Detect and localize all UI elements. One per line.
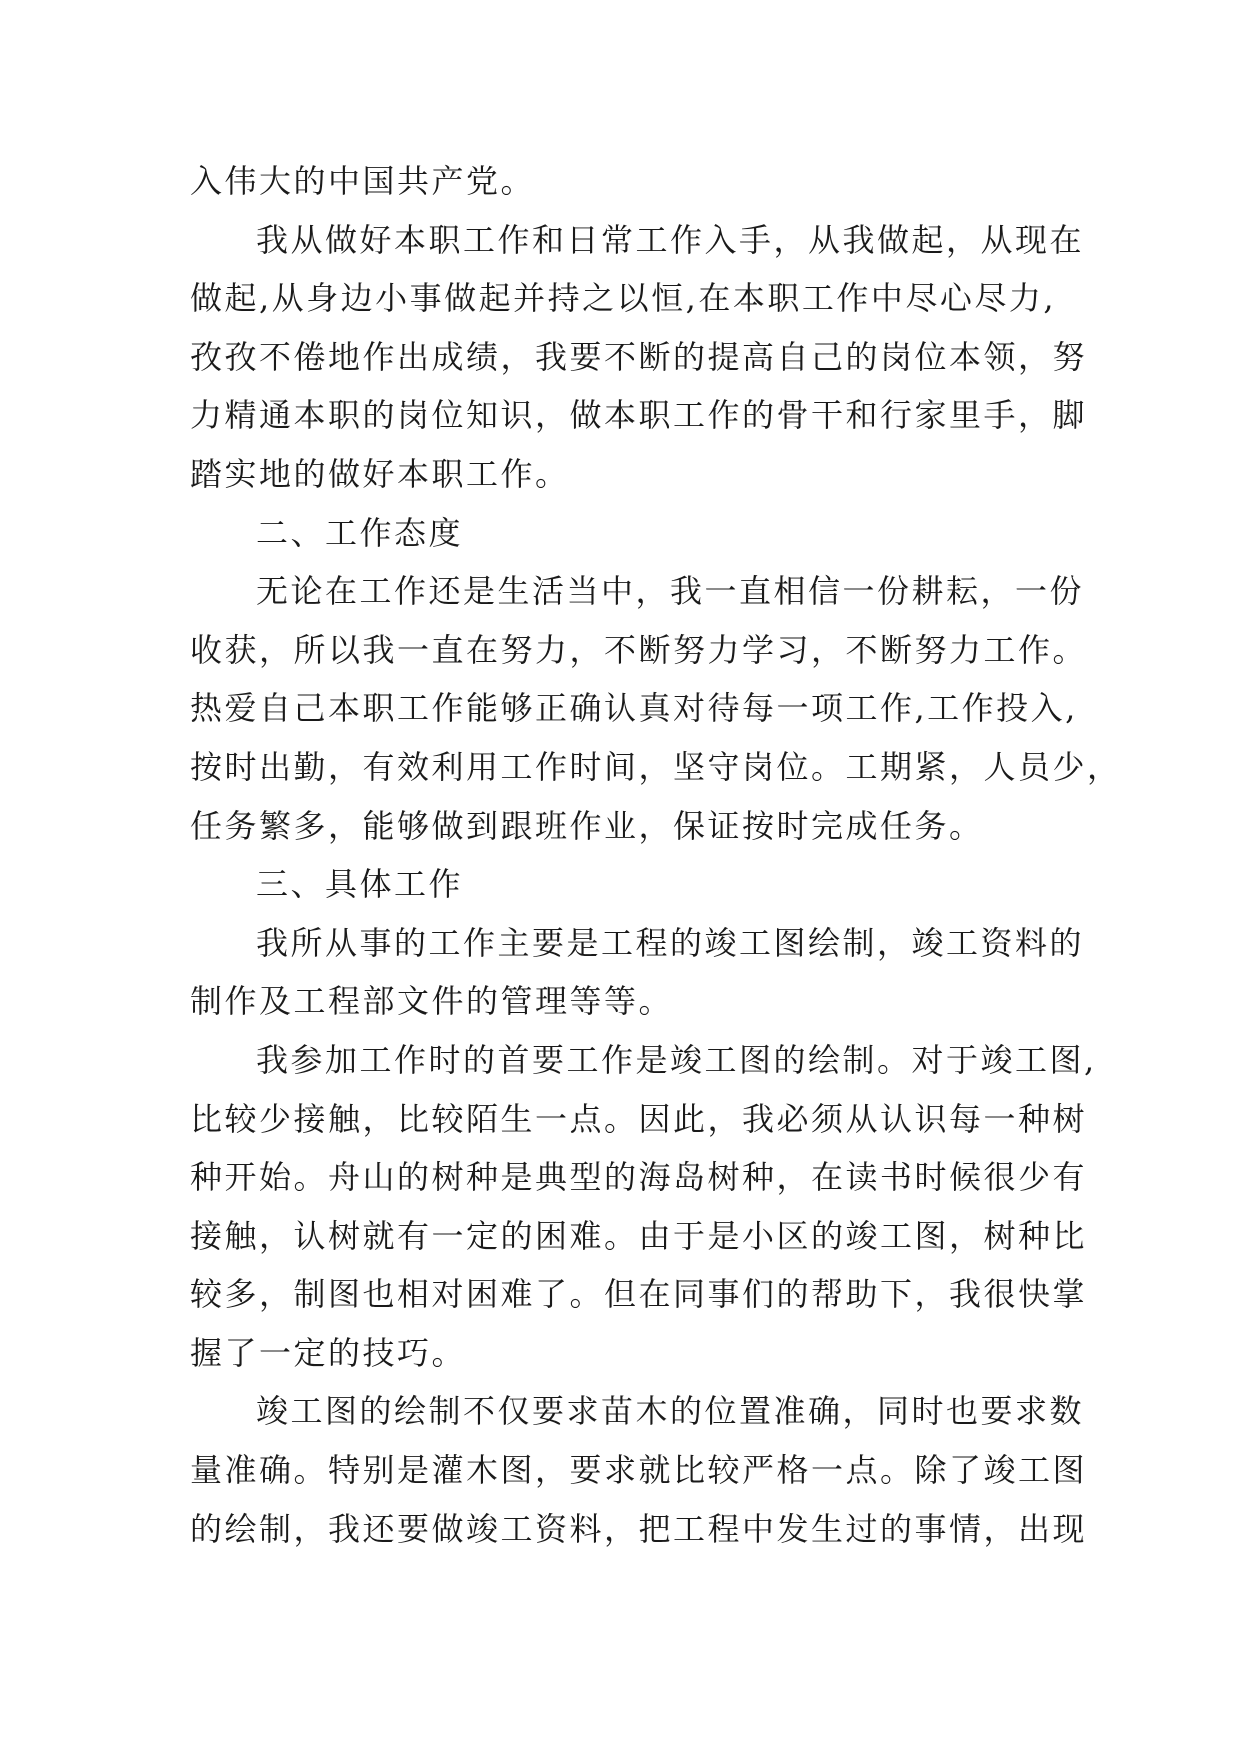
paragraph-first-line: 竣工图的绘制不仅要求苗木的位置准确，同时也要求数 [256,1392,1085,1431]
text-line: 热爱自己本职工作能够正确认真对待每一项工作,工作投入, [190,689,1078,728]
text-line: 按时出勤，有效利用工作时间，坚守岗位。工期紧，人员少， [190,747,1122,786]
text-line: 任务繁多，能够做到跟班作业，保证按时完成任务。 [190,806,984,845]
paragraph-first-line: 我参加工作时的首要工作是竣工图的绘制。对于竣工图, [256,1040,1097,1079]
section-heading: 三、具体工作 [256,865,464,904]
section-heading: 二、工作态度 [256,513,464,552]
text-line: 种开始。舟山的树种是典型的海岛树种，在读书时候很少有 [190,1158,1088,1197]
text-line: 握了一定的技巧。 [190,1333,467,1372]
paragraph-first-line: 无论在工作还是生活当中，我一直相信一份耕耘，一份 [256,572,1085,611]
text-line: 制作及工程部文件的管理等等。 [190,982,674,1021]
text-line: 孜孜不倦地作出成绩，我要不断的提高自己的岗位本领，努 [190,337,1088,376]
text-line: 较多，制图也相对困难了。但在同事们的帮助下，我很快掌 [190,1275,1088,1314]
text-line: 力精通本职的岗位知识，做本职工作的骨干和行家里手，脚 [190,396,1088,435]
text-line: 比较少接触，比较陌生一点。因此，我必须从认识每一种树 [190,1099,1088,1138]
text-line: 量准确。特别是灌木图，要求就比较严格一点。除了竣工图 [190,1451,1088,1490]
paragraph-first-line: 我从做好本职工作和日常工作入手，从我做起，从现在 [256,220,1085,259]
text-line: 收获，所以我一直在努力，不断努力学习，不断努力工作。 [190,630,1088,669]
text-line: 入伟大的中国共产党。 [190,162,536,200]
document-body [190,152,1122,1558]
paragraph-first-line: 我所从事的工作主要是工程的竣工图绘制，竣工资料的 [256,923,1085,962]
text-line: 的绘制，我还要做竣工资料，把工程中发生过的事情，出现 [190,1509,1088,1548]
text-line: 踏实地的做好本职工作。 [190,454,570,493]
text-line: 做起,从身边小事做起并持之以恒,在本职工作中尽心尽力, [190,279,1057,318]
text-line: 接触，认树就有一定的困难。由于是小区的竣工图，树种比 [190,1216,1088,1255]
